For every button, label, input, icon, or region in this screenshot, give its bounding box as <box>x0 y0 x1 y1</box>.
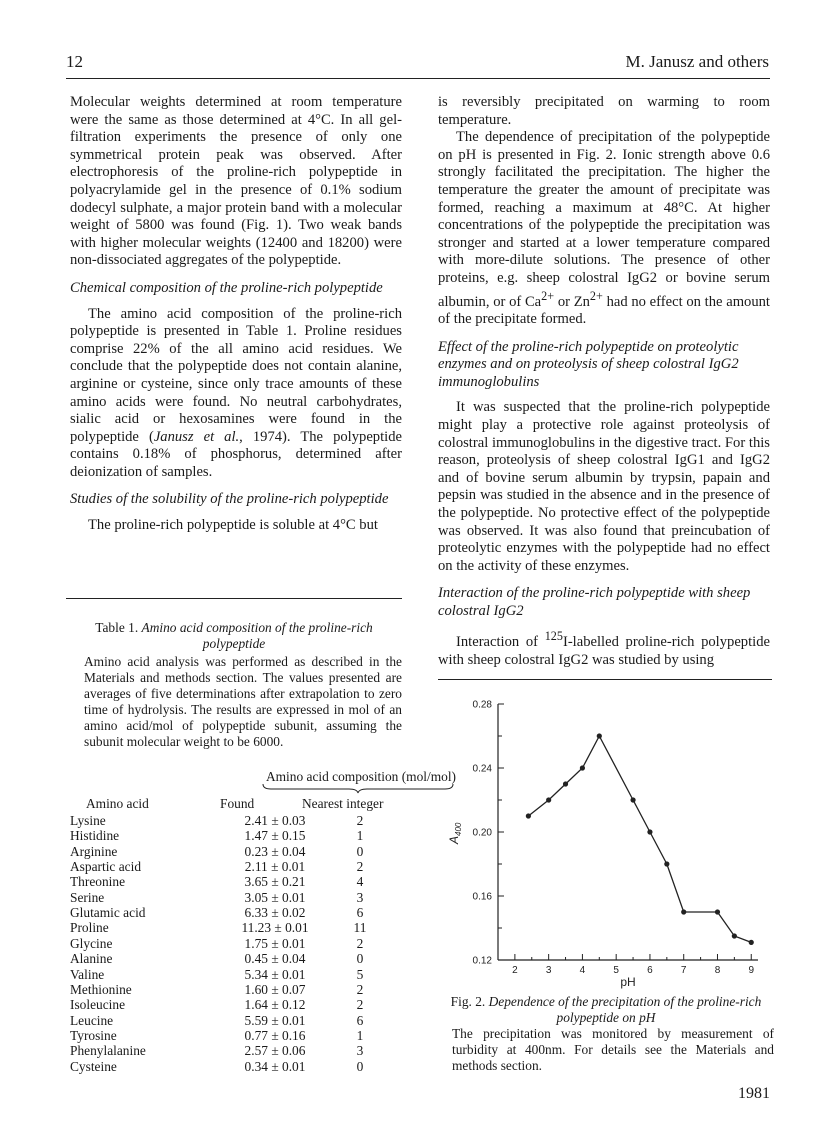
y-axis-label: $A_{400}$ <box>447 822 463 844</box>
cell-nearest: 2 <box>356 981 364 997</box>
cell-nearest: 11 <box>353 920 367 936</box>
table-row <box>66 997 402 1013</box>
cell-amino-acid: Aspartic acid <box>70 859 142 875</box>
cell-amino-acid: Glycine <box>70 935 113 951</box>
x-tick-label: 4 <box>579 965 586 976</box>
x-tick-label: 6 <box>647 965 653 976</box>
cell-found: 3.05 ± 0.01 <box>244 889 306 905</box>
cell-found: 1.47 ± 0.15 <box>244 828 306 844</box>
paragraph: The proline-rich polypeptide is soluble at 4°C but <box>88 517 378 534</box>
cell-nearest: 2 <box>356 935 364 951</box>
cell-found: 5.34 ± 0.01 <box>244 966 306 982</box>
page-number-header: 12 <box>66 52 83 71</box>
cell-found: 0.45 ± 0.04 <box>244 951 306 967</box>
figure-caption: Fig. 2. Dependence of the precipitation of the proline-rich polypeptide on pH The precipitation was monitored by measurement of turbidity at 400nm. For details see the Materials and methods section. <box>450 994 774 1073</box>
table-row <box>66 828 402 844</box>
cell-nearest: 0 <box>356 843 364 859</box>
cell-found: 1.60 ± 0.07 <box>244 981 306 997</box>
data-point <box>546 797 551 802</box>
paragraph: Interaction of $^{125}$I-labelled proline-rich polypeptide with sheep colostral IgG2 was studied by using <box>438 629 770 668</box>
cell-found: 1.75 ± 0.01 <box>244 935 306 951</box>
cell-found: 0.34 ± 0.01 <box>244 1058 306 1074</box>
table-row <box>66 982 402 998</box>
table-row <box>66 1013 402 1029</box>
cell-amino-acid: Tyrosine <box>70 1027 117 1043</box>
cell-amino-acid: Histidine <box>70 828 120 844</box>
cell-amino-acid: Proline <box>70 920 109 936</box>
cell-nearest: 0 <box>356 1058 364 1074</box>
paragraph: is reversibly precipitated on warming to room temperature. <box>438 94 770 128</box>
data-point <box>749 940 754 945</box>
section-heading: Interaction of the proline-rich polypeptide with sheep colostral IgG2 <box>438 585 751 619</box>
data-point <box>732 933 737 938</box>
cell-found: 0.77 ± 0.16 <box>244 1027 306 1043</box>
table-top-rule <box>66 598 402 599</box>
paragraph: The dependence of precipitation of the polypeptide on pH is presented in Fig. 2. Ionic strength above 0.6 strongly facilitated the precipitation. The higher the temperature the greater the amount of precipitate was formed, reaching a maximum at 48°C. At higher concentrations of the polypeptide the precipitation was stronger and started at a lower temperature compared with more-dilute solutions. The presence of other proteins, e.g. sheep colostral IgG2 or bovine serum albumin, or of $Ca^{2+}$ or $Zn^{2+}$ had no effect on the amount of the precipitate formed. <box>438 129 770 327</box>
table-row <box>66 890 402 906</box>
cell-nearest: 3 <box>356 1043 364 1059</box>
table-row <box>66 1043 402 1059</box>
cell-nearest: 3 <box>356 889 364 905</box>
cell-nearest: 0 <box>356 951 364 967</box>
col-header-found: Found <box>220 796 255 811</box>
section-heading: Chemical composition of the proline-rich polypeptide <box>70 279 383 296</box>
table-row <box>66 936 402 952</box>
right-column <box>438 94 770 670</box>
cell-found: 0.23 ± 0.04 <box>244 843 306 859</box>
table-row <box>66 920 402 936</box>
cell-amino-acid: Leucine <box>70 1012 114 1028</box>
data-point <box>681 909 686 914</box>
cell-amino-acid: Threonine <box>70 874 126 890</box>
cell-amino-acid: Phenylalanine <box>70 1043 146 1059</box>
table-row <box>66 813 402 829</box>
table-caption: Table 1. Amino acid composition of the proline-rich polypeptide <box>95 620 373 651</box>
cell-found: 1.64 ± 0.12 <box>244 997 306 1013</box>
cell-nearest: 4 <box>356 874 364 890</box>
paragraph: The amino acid composition of the proline-rich polypeptide is presented in Table 1. Proline residues comprise 22% of the all amino acid residues. We conclude that the polypeptide does not contain alanine, arginine or cysteine, since only trace amounts of these amino acids were found. No neutral carbohydrates, sialic acid or hexosamines were found in the polypeptide (Janusz et al., 1974). The polypeptide contains 0.18% of phosphorus, determined after deionization of samples. <box>70 305 402 480</box>
y-tick-label: 0.16 <box>472 891 492 903</box>
cell-amino-acid: Valine <box>70 966 105 982</box>
cell-nearest: 6 <box>356 905 364 921</box>
cell-nearest: 6 <box>356 1012 364 1028</box>
data-point <box>563 781 568 786</box>
cell-amino-acid: Cysteine <box>70 1058 117 1074</box>
cell-nearest: 1 <box>356 828 364 844</box>
cell-nearest: 2 <box>356 859 364 875</box>
data-point <box>597 733 602 738</box>
x-tick-label: 5 <box>613 965 619 976</box>
figure-top-rule <box>438 679 772 680</box>
data-point <box>647 829 652 834</box>
header-rule <box>66 78 770 79</box>
paragraph: Molecular weights determined at room temperature were the same as those determined at 4°C. In all gel-filtration experiments the presence of only one symmetrical protein peak was observed. After electrophoresis of the proline-rich polypeptide in polyacrylamide gel in the presence of 0.1% sodium dodecyl sulphate, a major protein band with a molecular weight of 5800 was found (Fig. 1). Two weak bands with higher molecular weights (12400 and 18200) were non-dissociated aggregates of the polypeptide. <box>70 94 402 269</box>
x-axis-label: pH <box>620 975 636 989</box>
section-heading: Studies of the solubility of the proline-rich polypeptide <box>70 491 389 508</box>
table-note: Amino acid analysis was performed as described in the Materials and methods section. The values presented are averages of five determinations after extrapolation to zero time of hydrolysis. The results are expressed in mol of an amino acid/mol of polypeptide subunit, assuming the subunit molecular weight to be 6000. <box>84 654 402 749</box>
ph-precipitation-chart <box>438 690 772 990</box>
cell-nearest: 2 <box>356 813 364 828</box>
y-tick-label: 0.12 <box>472 955 492 967</box>
y-tick-label: 0.24 <box>472 763 492 775</box>
cell-nearest: 1 <box>356 1027 364 1043</box>
table-row <box>66 874 402 890</box>
figure-note: The precipitation was monitored by measurement of turbidity at 400nm. For details see the Materials and methods section. <box>452 1026 774 1073</box>
table-row <box>66 844 402 860</box>
data-point <box>580 765 585 770</box>
cell-amino-acid: Arginine <box>70 843 118 859</box>
data-point <box>630 797 635 802</box>
cell-amino-acid: Serine <box>70 889 105 905</box>
left-column <box>70 94 402 535</box>
y-tick-label: 0.28 <box>472 699 492 711</box>
table-row <box>66 905 402 921</box>
running-title: M. Janusz and others <box>625 52 769 71</box>
cell-found: 2.11 ± 0.01 <box>244 859 306 875</box>
cell-amino-acid: Isoleucine <box>70 997 126 1013</box>
paragraph: It was suspected that the proline-rich polypeptide might play a protective role against proteolysis of colostral immunoglobulins in the digestive tract. For this reason, proteolysis of sheep colostral IgG1 and IgG2 and of bovine serum albumin by trypsin, papain and pepsin was studied in the absence and in the presence of the polypeptide. No protective effect of the polypeptide was observed. It was also found that preincubation of proteolytic enzymes with the polypeptide had no effect on the activity of these enzymes. <box>438 399 770 574</box>
section-heading: Effect of the proline-rich polypeptide on proteolytic enzymes and on proteolysis of sheep colostral IgG2 immunoglobulins <box>438 338 739 390</box>
x-tick-label: 8 <box>714 965 721 976</box>
col-header-nearest: Nearest integer <box>302 796 384 811</box>
data-point <box>715 909 720 914</box>
x-tick-label: 7 <box>680 965 687 976</box>
cell-amino-acid: Glutamic acid <box>70 905 146 921</box>
y-tick-label: 0.20 <box>472 827 492 839</box>
page-number-footer: 1981 <box>738 1085 770 1102</box>
x-tick-label: 3 <box>545 965 552 976</box>
table-row <box>66 1028 402 1044</box>
table-row <box>66 967 402 983</box>
data-point <box>664 861 669 866</box>
cell-amino-acid: Methionine <box>70 981 132 997</box>
cell-amino-acid: Lysine <box>70 813 106 828</box>
col-header-amino-acid: Amino acid <box>86 796 149 811</box>
cell-found: 3.65 ± 0.21 <box>244 874 306 890</box>
brace-icon <box>261 782 456 794</box>
cell-found: 11.23 ± 0.01 <box>241 920 309 936</box>
x-tick-label: 9 <box>748 965 755 976</box>
cell-nearest: 2 <box>356 997 364 1013</box>
cell-nearest: 5 <box>356 966 364 982</box>
cell-found: 5.59 ± 0.01 <box>244 1012 306 1028</box>
table-row <box>66 1059 402 1075</box>
cell-found: 2.41 ± 0.03 <box>244 813 306 828</box>
table-group-header: Amino acid composition (mol/mol) <box>265 769 457 784</box>
data-point <box>526 813 531 818</box>
x-tick-label: 2 <box>512 965 518 976</box>
table-row <box>66 951 402 967</box>
cell-found: 2.57 ± 0.06 <box>244 1043 306 1059</box>
cell-found: 6.33 ± 0.02 <box>244 905 306 921</box>
cell-amino-acid: Alanine <box>70 951 113 967</box>
table-row <box>66 859 402 875</box>
citation: Janusz et al. <box>153 428 240 445</box>
